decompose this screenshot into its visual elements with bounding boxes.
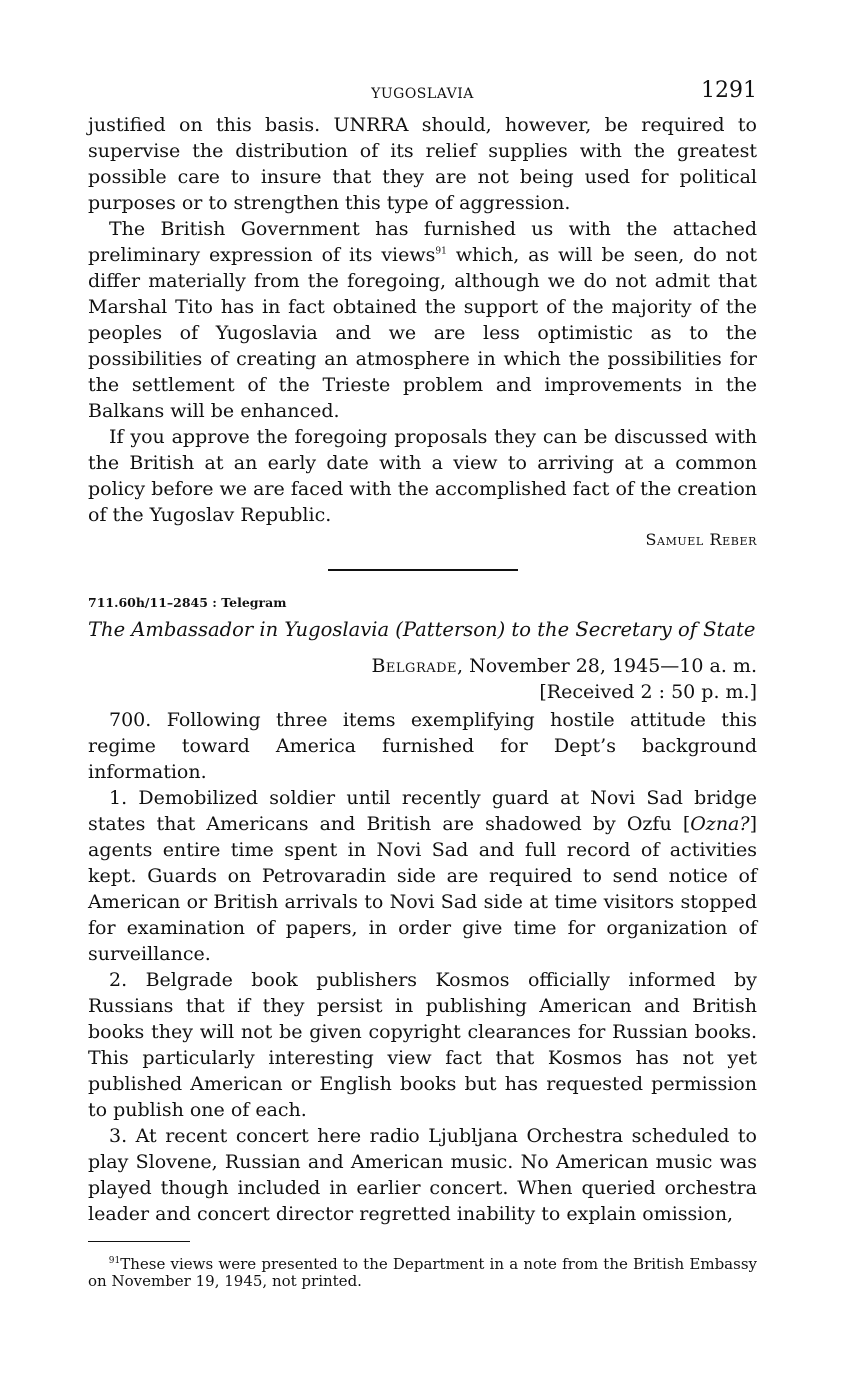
paragraph-text: The British Government has furnished us with the attached preliminary expression of its views [88,218,757,266]
continued-paragraph-2 [88,216,757,424]
continued-paragraph-3: If you approve the foregoing proposals they can be discussed with the British at an early date with a view to arriving at a common policy before we are faced with the accomplished fact of the creation of the Yugoslav Republic. [88,426,757,526]
received-note: [Received 2 : 50 p. m.] [539,681,757,703]
dateline-place: Belgrade [371,655,458,677]
paragraph-text: ] agents entire time spent in Novi Sad and full record of activities kept. Guards on Petrovaradin side are required to send notice of American or British arrivals to Novi Sad side at time visitors stopped for examination of papers, in order give time for organization of surveillance. [88,813,757,965]
dateline [88,653,757,679]
title-part: ( [389,618,403,641]
telegram-paragraph-3: 2. Belgrade book publishers Kosmos officially informed by Russians that if they persist in publishing American and British books they will not be given copyright clearances for Russian books. This particularly interesting view fact that Kosmos has not yet published American or English books but has requested permission to publish one of each. [88,969,757,1121]
paragraph-text: 1. Demobilized soldier until recently guard at Novi Sad bridge states that Americans and British are shadowed by Ozfu [ [88,787,757,835]
title-part: ) [497,618,512,641]
telegram-paragraph-2 [88,785,757,967]
footnote [88,1256,757,1290]
footnote-marker: 91 [108,1256,121,1266]
document-page [88,78,757,1290]
document-title [88,618,757,641]
title-part: to the Secretary of State [511,618,756,641]
file-reference: 711.60h/11–2845 : Telegram [88,595,287,610]
telegram-paragraph-4: 3. At recent concert here radio Ljubljana Orchestra scheduled to play Slovene, Russian and American music. No American music was played though included in earlier concert. When queried orchestra leader and concert director regretted inability to explain omission, [88,1125,757,1225]
section-divider [328,569,518,571]
signature: Samuel Reber [645,530,757,549]
title-part: Patterson [402,618,498,641]
page-number: 1291 [701,78,757,103]
title-part: The Ambassador in Yugoslavia [88,618,390,641]
footnote-reference: 91 [435,246,447,257]
dateline-date: , November 28, 1945—10 a. m. [457,655,757,677]
paragraph-text: which, as will be seen, do not differ materially from the foregoing, although we do not admit that Marshal Tito has in fact obtained the support of the majority of the peoples of Yugoslavia and we are less optimistic as to the possibilities of creating an atmosphere in which the possibilities for the settlement of the Trieste problem and improvements in the Balkans will be enhanced. [88,244,757,422]
footnote-divider [88,1241,190,1242]
telegram-paragraph-1: 700. Following three items exemplifying hostile attitude this regime toward America furnished for Dept’s background information. [88,709,757,783]
editorial-correction: Ozna? [690,813,750,835]
continued-paragraph-1: justified on this basis. UNRRA should, however, be required to supervise the distribution of its relief supplies with the greatest possible care to insure that they are not being used for political purposes or to strengthen this type of aggression. [88,114,757,214]
running-header [88,78,757,112]
footnote-text: These views were presented to the Department in a note from the British Embassy on November 19, 1945, not printed. [88,1255,757,1290]
running-title: YUGOSLAVIA [371,86,474,102]
